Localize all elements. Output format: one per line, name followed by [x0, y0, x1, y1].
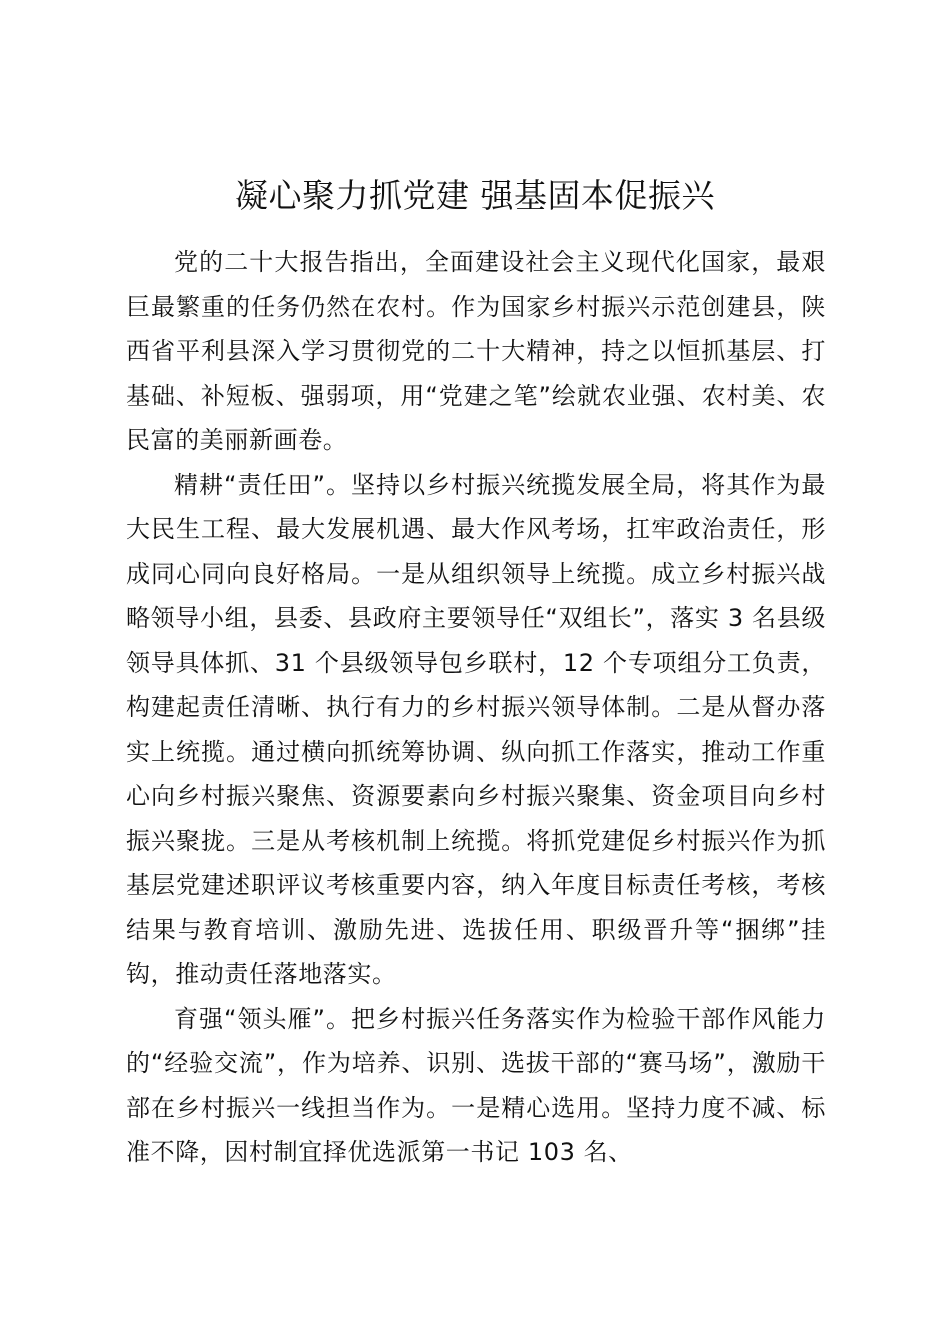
- paragraph-leaders: 育强“领头雁”。把乡村振兴任务落实作为检验干部作风能力的“经验交流”，作为培养、识别、选拔干部的“赛马场”，激励干部在乡村振兴一线担当作为。一是精心选用。坚持力度不减、标准不降，因村制宜择优选派第一书记 103 名、: [126, 1004, 826, 1166]
- document-body: [126, 240, 826, 1175]
- paragraph-responsibility: 精耕“责任田”。坚持以乡村振兴统揽发展全局，将其作为最大民生工程、最大发展机遇、最大作风考场，扛牢政治责任，形成同心同向良好格局。一是从组织领导上统揽。成立乡村振兴战略领导小组，县委、县政府主要领导任“双组长”，落实 3 名县级领导具体抓、31 个县级领导包乡联村，12 个专项组分工负责，构建起责任清晰、执行有力的乡村振兴领导体制。二是从督办落实上统揽。通过横向抓统筹协调、纵向抓工作落实，推动工作重心向乡村振兴聚焦、资源要素向乡村振兴聚集、资金项目向乡村振兴聚拢。三是从考核机制上统揽。将抓党建促乡村振兴作为抓基层党建述职评议考核重要内容，纳入年度目标责任考核，考核结果与教育培训、激励先进、选拔任用、职级晋升等“捆绑”挂钩，推动责任落地落实。: [126, 470, 826, 988]
- document-title: 凝心聚力抓党建 强基固本促振兴: [235, 176, 715, 215]
- paragraph-intro: 党的二十大报告指出，全面建设社会主义现代化国家，最艰巨最繁重的任务仍然在农村。作为国家乡村振兴示范创建县，陕西省平利县深入学习贯彻党的二十大精神，持之以恒抓基层、打基础、补短板、强弱项，用“党建之笔”绘就农业强、农村美、农民富的美丽新画卷。: [126, 248, 826, 454]
